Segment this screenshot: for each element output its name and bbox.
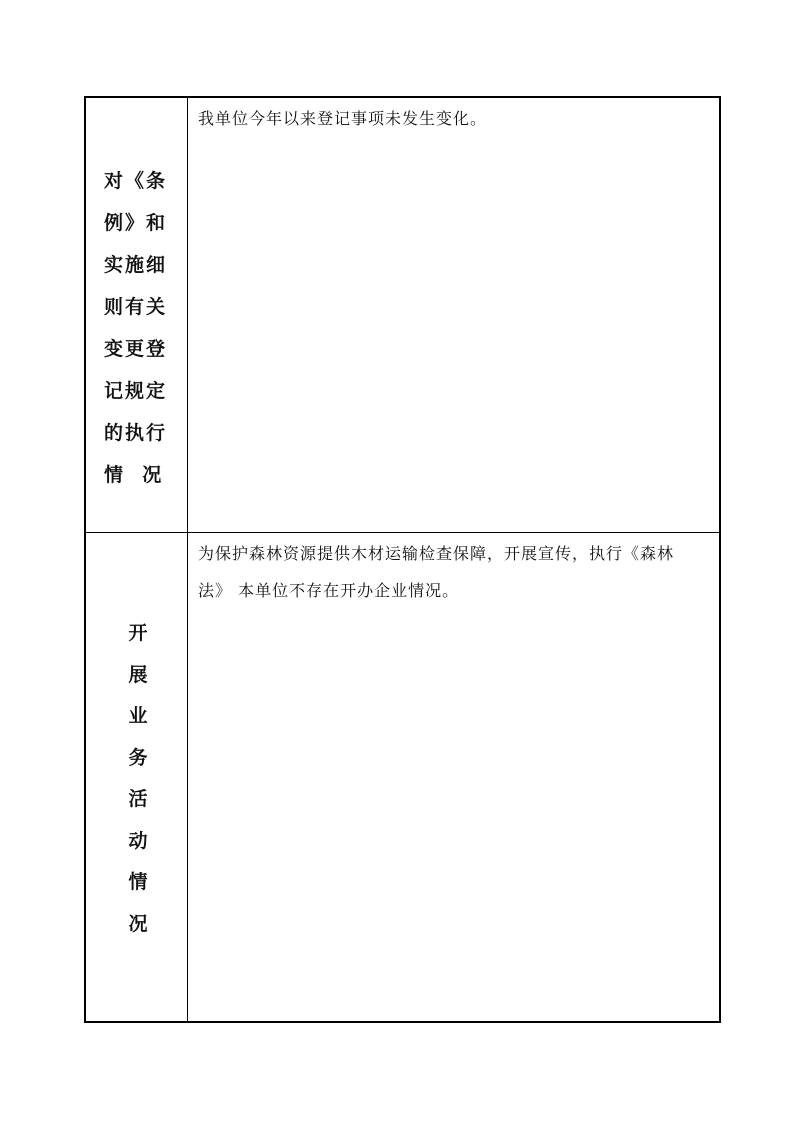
row-content-cell [189, 98, 719, 532]
row-label-cell [86, 533, 188, 1021]
registration-form-table [84, 96, 721, 1023]
table-row-business-activities [86, 533, 719, 1021]
row-content-cell [189, 533, 719, 1021]
row-label-business-activities: 开 展 业 务 活 动 情 况 [128, 622, 148, 935]
table-row-regulation-compliance [86, 98, 719, 533]
row-label-regulation-compliance: 对《条 例》和 实施细 则有关 变更登 记规定 的执行 情 况 [104, 170, 168, 486]
row-content-regulation-compliance: 我单位今年以来登记事项未发生变化。 [198, 109, 488, 128]
row-content-business-activities: 为保护森林资源提供木材运输检查保障，开展宣传，执行《森林 法》 本单位不存在开办企业情况。 [198, 544, 675, 600]
row-label-cell [86, 98, 188, 532]
